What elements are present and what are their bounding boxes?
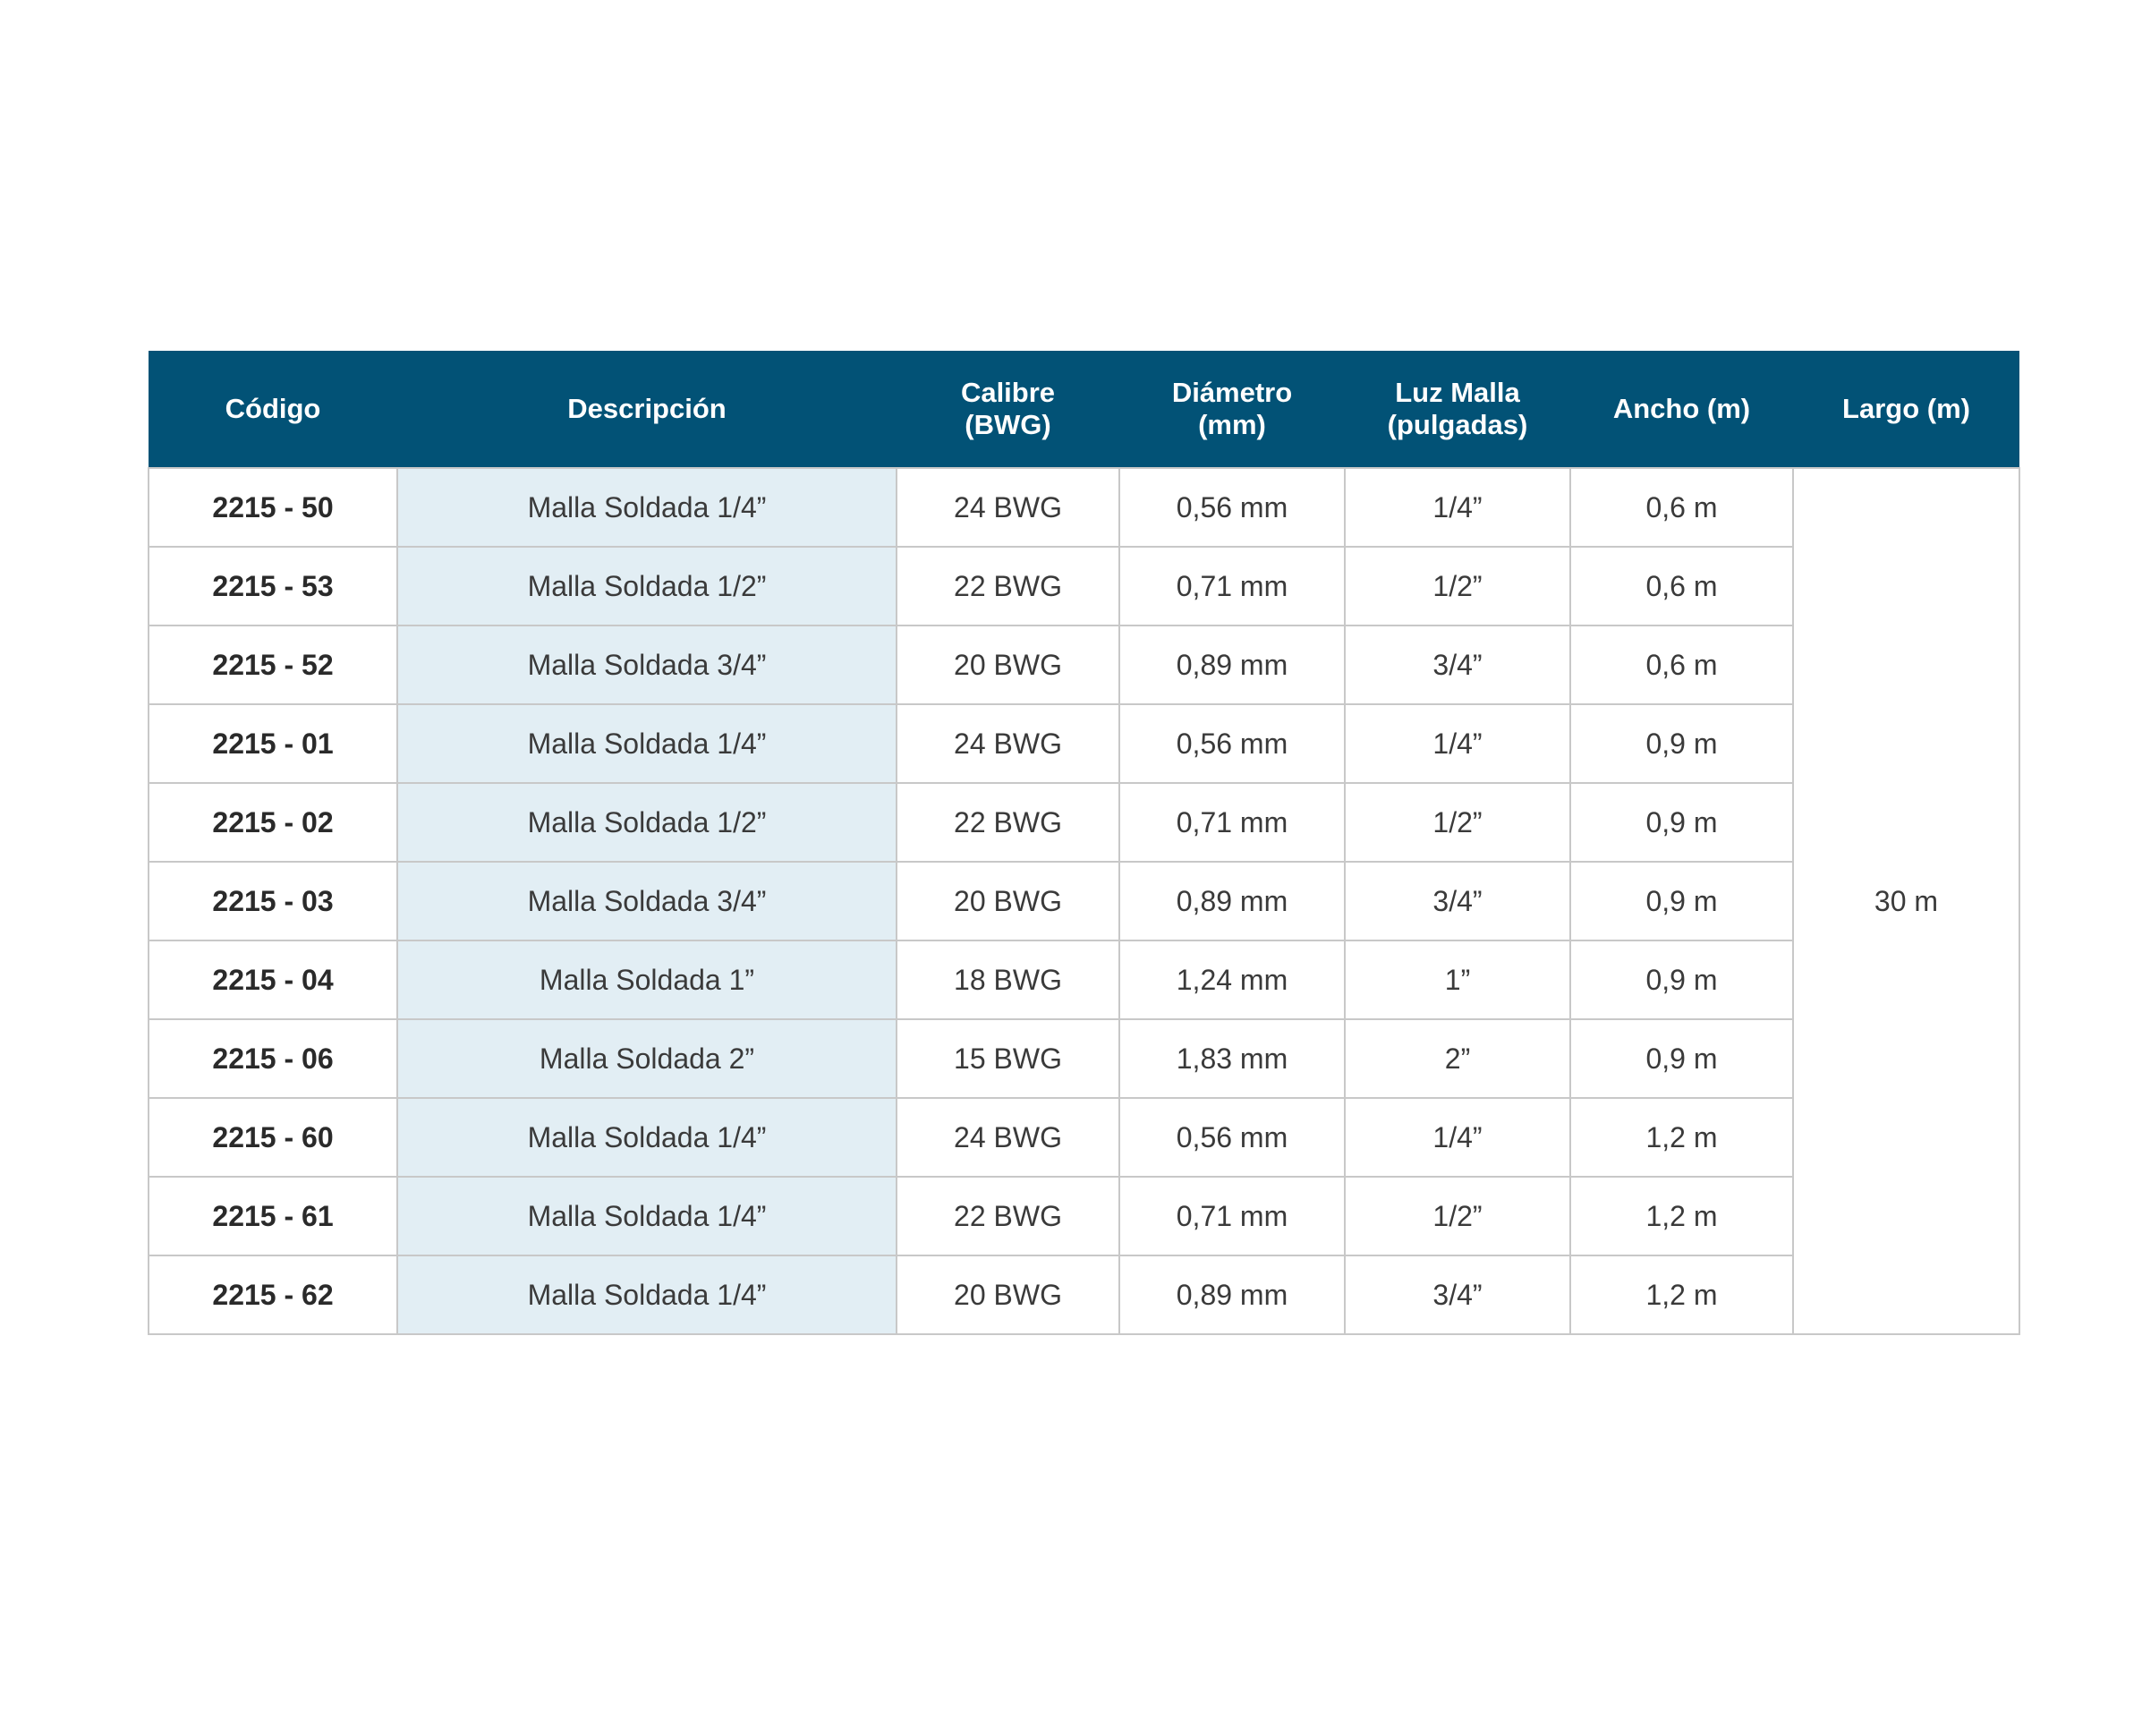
cell-calibre: 24 BWG (897, 1098, 1119, 1177)
cell-luz-malla: 1/4” (1345, 704, 1570, 783)
cell-luz-malla: 3/4” (1345, 1255, 1570, 1334)
cell-codigo: 2215 - 02 (149, 783, 397, 862)
cell-descripcion: Malla Soldada 1/2” (397, 783, 897, 862)
table-header-row (149, 351, 2019, 468)
cell-calibre: 24 BWG (897, 704, 1119, 783)
cell-diametro: 0,71 mm (1119, 783, 1345, 862)
cell-codigo: 2215 - 52 (149, 625, 397, 704)
cell-luz-malla: 1/2” (1345, 783, 1570, 862)
header-ancho-label: Ancho (m) (1612, 393, 1751, 424)
cell-diametro: 0,56 mm (1119, 468, 1345, 547)
cell-calibre: 20 BWG (897, 625, 1119, 704)
cell-diametro: 0,56 mm (1119, 704, 1345, 783)
product-table-container (148, 351, 2019, 1335)
cell-ancho: 0,6 m (1570, 625, 1793, 704)
table-row (149, 625, 2019, 704)
cell-diametro: 0,71 mm (1119, 1177, 1345, 1255)
cell-codigo: 2215 - 03 (149, 862, 397, 940)
cell-calibre: 20 BWG (897, 1255, 1119, 1334)
cell-codigo: 2215 - 62 (149, 1255, 397, 1334)
cell-diametro: 1,24 mm (1119, 940, 1345, 1019)
header-descripcion-label: Descripción (567, 393, 727, 424)
header-diametro-line2: (mm) (1198, 409, 1266, 440)
cell-luz-malla: 1/2” (1345, 1177, 1570, 1255)
cell-codigo: 2215 - 04 (149, 940, 397, 1019)
header-calibre-line1: Calibre (960, 377, 1056, 408)
header-largo-label: Largo (m) (1842, 393, 1970, 424)
cell-descripcion: Malla Soldada 1/4” (397, 468, 897, 547)
table-row (149, 1177, 2019, 1255)
header-calibre-line2: (BWG) (965, 409, 1051, 440)
table-row (149, 862, 2019, 940)
table-row (149, 783, 2019, 862)
cell-codigo: 2215 - 53 (149, 547, 397, 625)
cell-descripcion: Malla Soldada 1” (397, 940, 897, 1019)
cell-descripcion: Malla Soldada 1/4” (397, 704, 897, 783)
cell-calibre: 15 BWG (897, 1019, 1119, 1098)
header-luz-line1: Luz Malla (1395, 377, 1520, 408)
cell-codigo: 2215 - 01 (149, 704, 397, 783)
cell-ancho: 0,9 m (1570, 862, 1793, 940)
cell-calibre: 24 BWG (897, 468, 1119, 547)
cell-luz-malla: 3/4” (1345, 862, 1570, 940)
cell-codigo: 2215 - 61 (149, 1177, 397, 1255)
cell-descripcion: Malla Soldada 3/4” (397, 625, 897, 704)
header-luz-malla (1345, 351, 1570, 468)
cell-calibre: 22 BWG (897, 783, 1119, 862)
table-row (149, 1255, 2019, 1334)
cell-luz-malla: 3/4” (1345, 625, 1570, 704)
cell-diametro: 1,83 mm (1119, 1019, 1345, 1098)
cell-ancho: 0,9 m (1570, 1019, 1793, 1098)
cell-codigo: 2215 - 60 (149, 1098, 397, 1177)
cell-diametro: 0,89 mm (1119, 625, 1345, 704)
cell-luz-malla: 1” (1345, 940, 1570, 1019)
cell-descripcion: Malla Soldada 2” (397, 1019, 897, 1098)
cell-luz-malla: 1/4” (1345, 468, 1570, 547)
header-largo (1793, 351, 2019, 468)
cell-luz-malla: 1/4” (1345, 1098, 1570, 1177)
cell-descripcion: Malla Soldada 1/4” (397, 1177, 897, 1255)
cell-ancho: 0,9 m (1570, 704, 1793, 783)
cell-descripcion: Malla Soldada 3/4” (397, 862, 897, 940)
product-table (148, 351, 2020, 1335)
table-row (149, 940, 2019, 1019)
header-diametro (1119, 351, 1345, 468)
header-codigo-label: Código (225, 393, 321, 424)
header-luz-line2: (pulgadas) (1387, 409, 1528, 440)
cell-calibre: 22 BWG (897, 547, 1119, 625)
table-row (149, 1019, 2019, 1098)
cell-ancho: 0,9 m (1570, 940, 1793, 1019)
cell-diametro: 0,56 mm (1119, 1098, 1345, 1177)
table-row (149, 704, 2019, 783)
table-row (149, 547, 2019, 625)
cell-diametro: 0,89 mm (1119, 1255, 1345, 1334)
cell-ancho: 1,2 m (1570, 1098, 1793, 1177)
cell-descripcion: Malla Soldada 1/4” (397, 1255, 897, 1334)
cell-ancho: 0,9 m (1570, 783, 1793, 862)
cell-calibre: 18 BWG (897, 940, 1119, 1019)
cell-ancho: 0,6 m (1570, 468, 1793, 547)
header-descripcion (397, 351, 897, 468)
cell-codigo: 2215 - 50 (149, 468, 397, 547)
cell-descripcion: Malla Soldada 1/4” (397, 1098, 897, 1177)
header-diametro-line1: Diámetro (1171, 377, 1293, 408)
cell-ancho: 1,2 m (1570, 1177, 1793, 1255)
cell-ancho: 0,6 m (1570, 547, 1793, 625)
table-row (149, 1098, 2019, 1177)
cell-diametro: 0,71 mm (1119, 547, 1345, 625)
cell-ancho: 1,2 m (1570, 1255, 1793, 1334)
cell-codigo: 2215 - 06 (149, 1019, 397, 1098)
cell-calibre: 20 BWG (897, 862, 1119, 940)
cell-largo-merged: 30 m (1793, 468, 2019, 1334)
cell-luz-malla: 1/2” (1345, 547, 1570, 625)
cell-luz-malla: 2” (1345, 1019, 1570, 1098)
cell-diametro: 0,89 mm (1119, 862, 1345, 940)
cell-calibre: 22 BWG (897, 1177, 1119, 1255)
header-ancho (1570, 351, 1793, 468)
header-calibre (897, 351, 1119, 468)
table-row (149, 468, 2019, 547)
header-codigo (149, 351, 397, 468)
cell-descripcion: Malla Soldada 1/2” (397, 547, 897, 625)
table-body (149, 468, 2019, 1334)
